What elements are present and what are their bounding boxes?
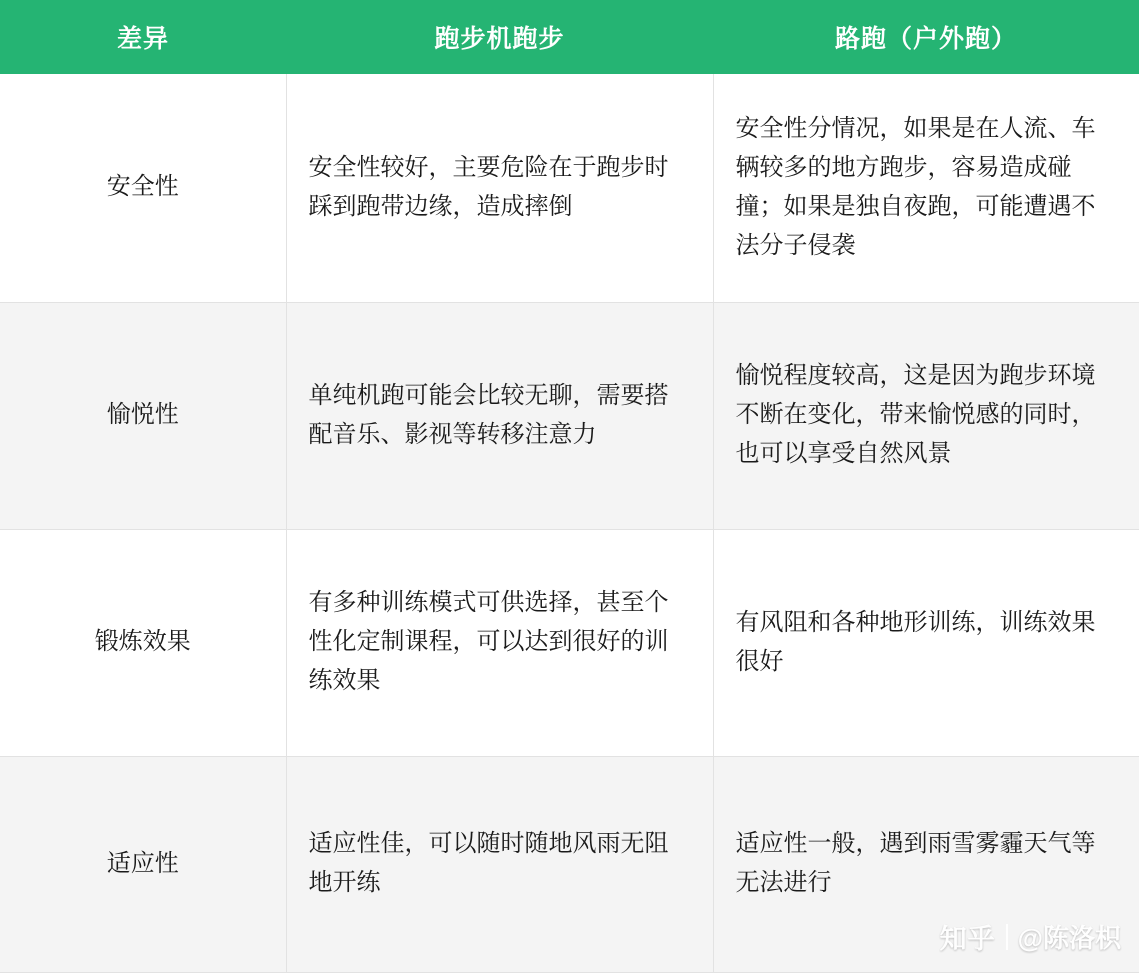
table-header-row [0, 0, 1139, 74]
column-header-difference: 差异 [0, 0, 286, 74]
cell-roadrunning-adaptability: 适应性一般，遇到雨雪雾霾天气等无法进行 [713, 756, 1139, 972]
table-body [0, 74, 1139, 972]
column-header-treadmill: 跑步机跑步 [286, 0, 713, 74]
cell-treadmill-enjoyment: 单纯机跑可能会比较无聊，需要搭配音乐、影视等转移注意力 [286, 302, 713, 529]
zhihu-logo: 知乎 [939, 924, 996, 954]
row-label-adaptability: 适应性 [0, 756, 286, 972]
row-label-training-effect: 锻炼效果 [0, 529, 286, 756]
table-row [0, 756, 1139, 972]
table-header [0, 0, 1139, 74]
table-row [0, 74, 1139, 302]
column-header-roadrunning: 路跑（户外跑） [713, 0, 1139, 74]
row-label-safety: 安全性 [0, 74, 286, 302]
table-row [0, 529, 1139, 756]
cell-roadrunning-training-effect: 有风阻和各种地形训练，训练效果很好 [713, 529, 1139, 756]
cell-roadrunning-safety: 安全性分情况，如果是在人流、车辆较多的地方跑步，容易造成碰撞；如果是独自夜跑，可能遭遇不法分子侵袭 [713, 74, 1139, 302]
row-label-enjoyment: 愉悦性 [0, 302, 286, 529]
cell-treadmill-safety: 安全性较好，主要危险在于跑步时踩到跑带边缘，造成摔倒 [286, 74, 713, 302]
watermark-username: @陈洛枳 [1017, 923, 1121, 953]
cell-roadrunning-enjoyment: 愉悦程度较高，这是因为跑步环境不断在变化，带来愉悦感的同时，也可以享受自然风景 [713, 302, 1139, 529]
table-row [0, 302, 1139, 529]
cell-treadmill-training-effect: 有多种训练模式可供选择，甚至个性化定制课程，可以达到很好的训练效果 [286, 529, 713, 756]
cell-treadmill-adaptability: 适应性佳，可以随时随地风雨无阻地开练 [286, 756, 713, 972]
